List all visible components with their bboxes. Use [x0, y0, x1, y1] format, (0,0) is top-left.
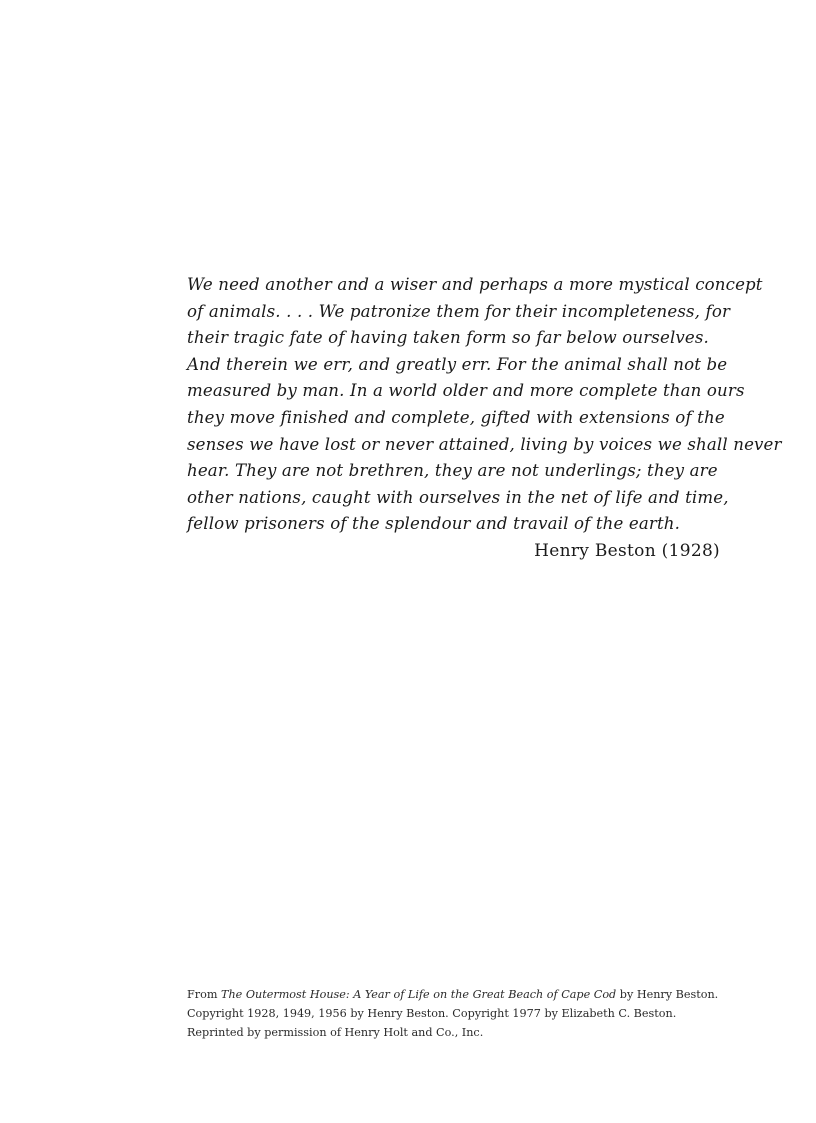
quote-line: fellow prisoners of the splendour and travail of the earth.: [187, 514, 681, 534]
quote-attribution: Henry Beston (1928): [534, 540, 720, 561]
credit-prefix: From: [187, 988, 222, 1001]
quote-line: hear. They are not brethren, they are not underlings; they are: [187, 461, 718, 481]
book-title: The Outermost House: A Year of Life on the Great Beach of Cape Cod: [221, 988, 617, 1001]
quote-line: And therein we err, and greatly err. For the animal shall not be: [187, 354, 728, 374]
credit-line-source: [187, 985, 747, 1004]
credit-line-permission: Reprinted by permission of Henry Holt and Co., Inc.: [187, 1026, 484, 1039]
quote-line: their tragic fate of having taken form so far below ourselves.: [187, 328, 709, 348]
quote-line: of animals. . . . We patronize them for their incompleteness, for: [187, 301, 731, 321]
credit-author: by Henry Beston.: [616, 988, 719, 1001]
quote-line: senses we have lost or never attained, living by voices we shall never: [187, 434, 782, 454]
quote-line: We need another and a wiser and perhaps a more mystical concept: [187, 275, 763, 294]
credit-line-copyright: Copyright 1928, 1949, 1956 by Henry Beston. Copyright 1977 by Elizabeth C. Beston.: [187, 1007, 677, 1020]
epigraph-quote: [187, 272, 782, 565]
quote-line: measured by man. In a world older and more complete than ours: [187, 381, 745, 401]
quote-line: they move finished and complete, gifted with extensions of the: [187, 407, 725, 427]
quote-line: other nations, caught with ourselves in the net of life and time,: [187, 487, 729, 507]
copyright-credit: [187, 985, 747, 1042]
